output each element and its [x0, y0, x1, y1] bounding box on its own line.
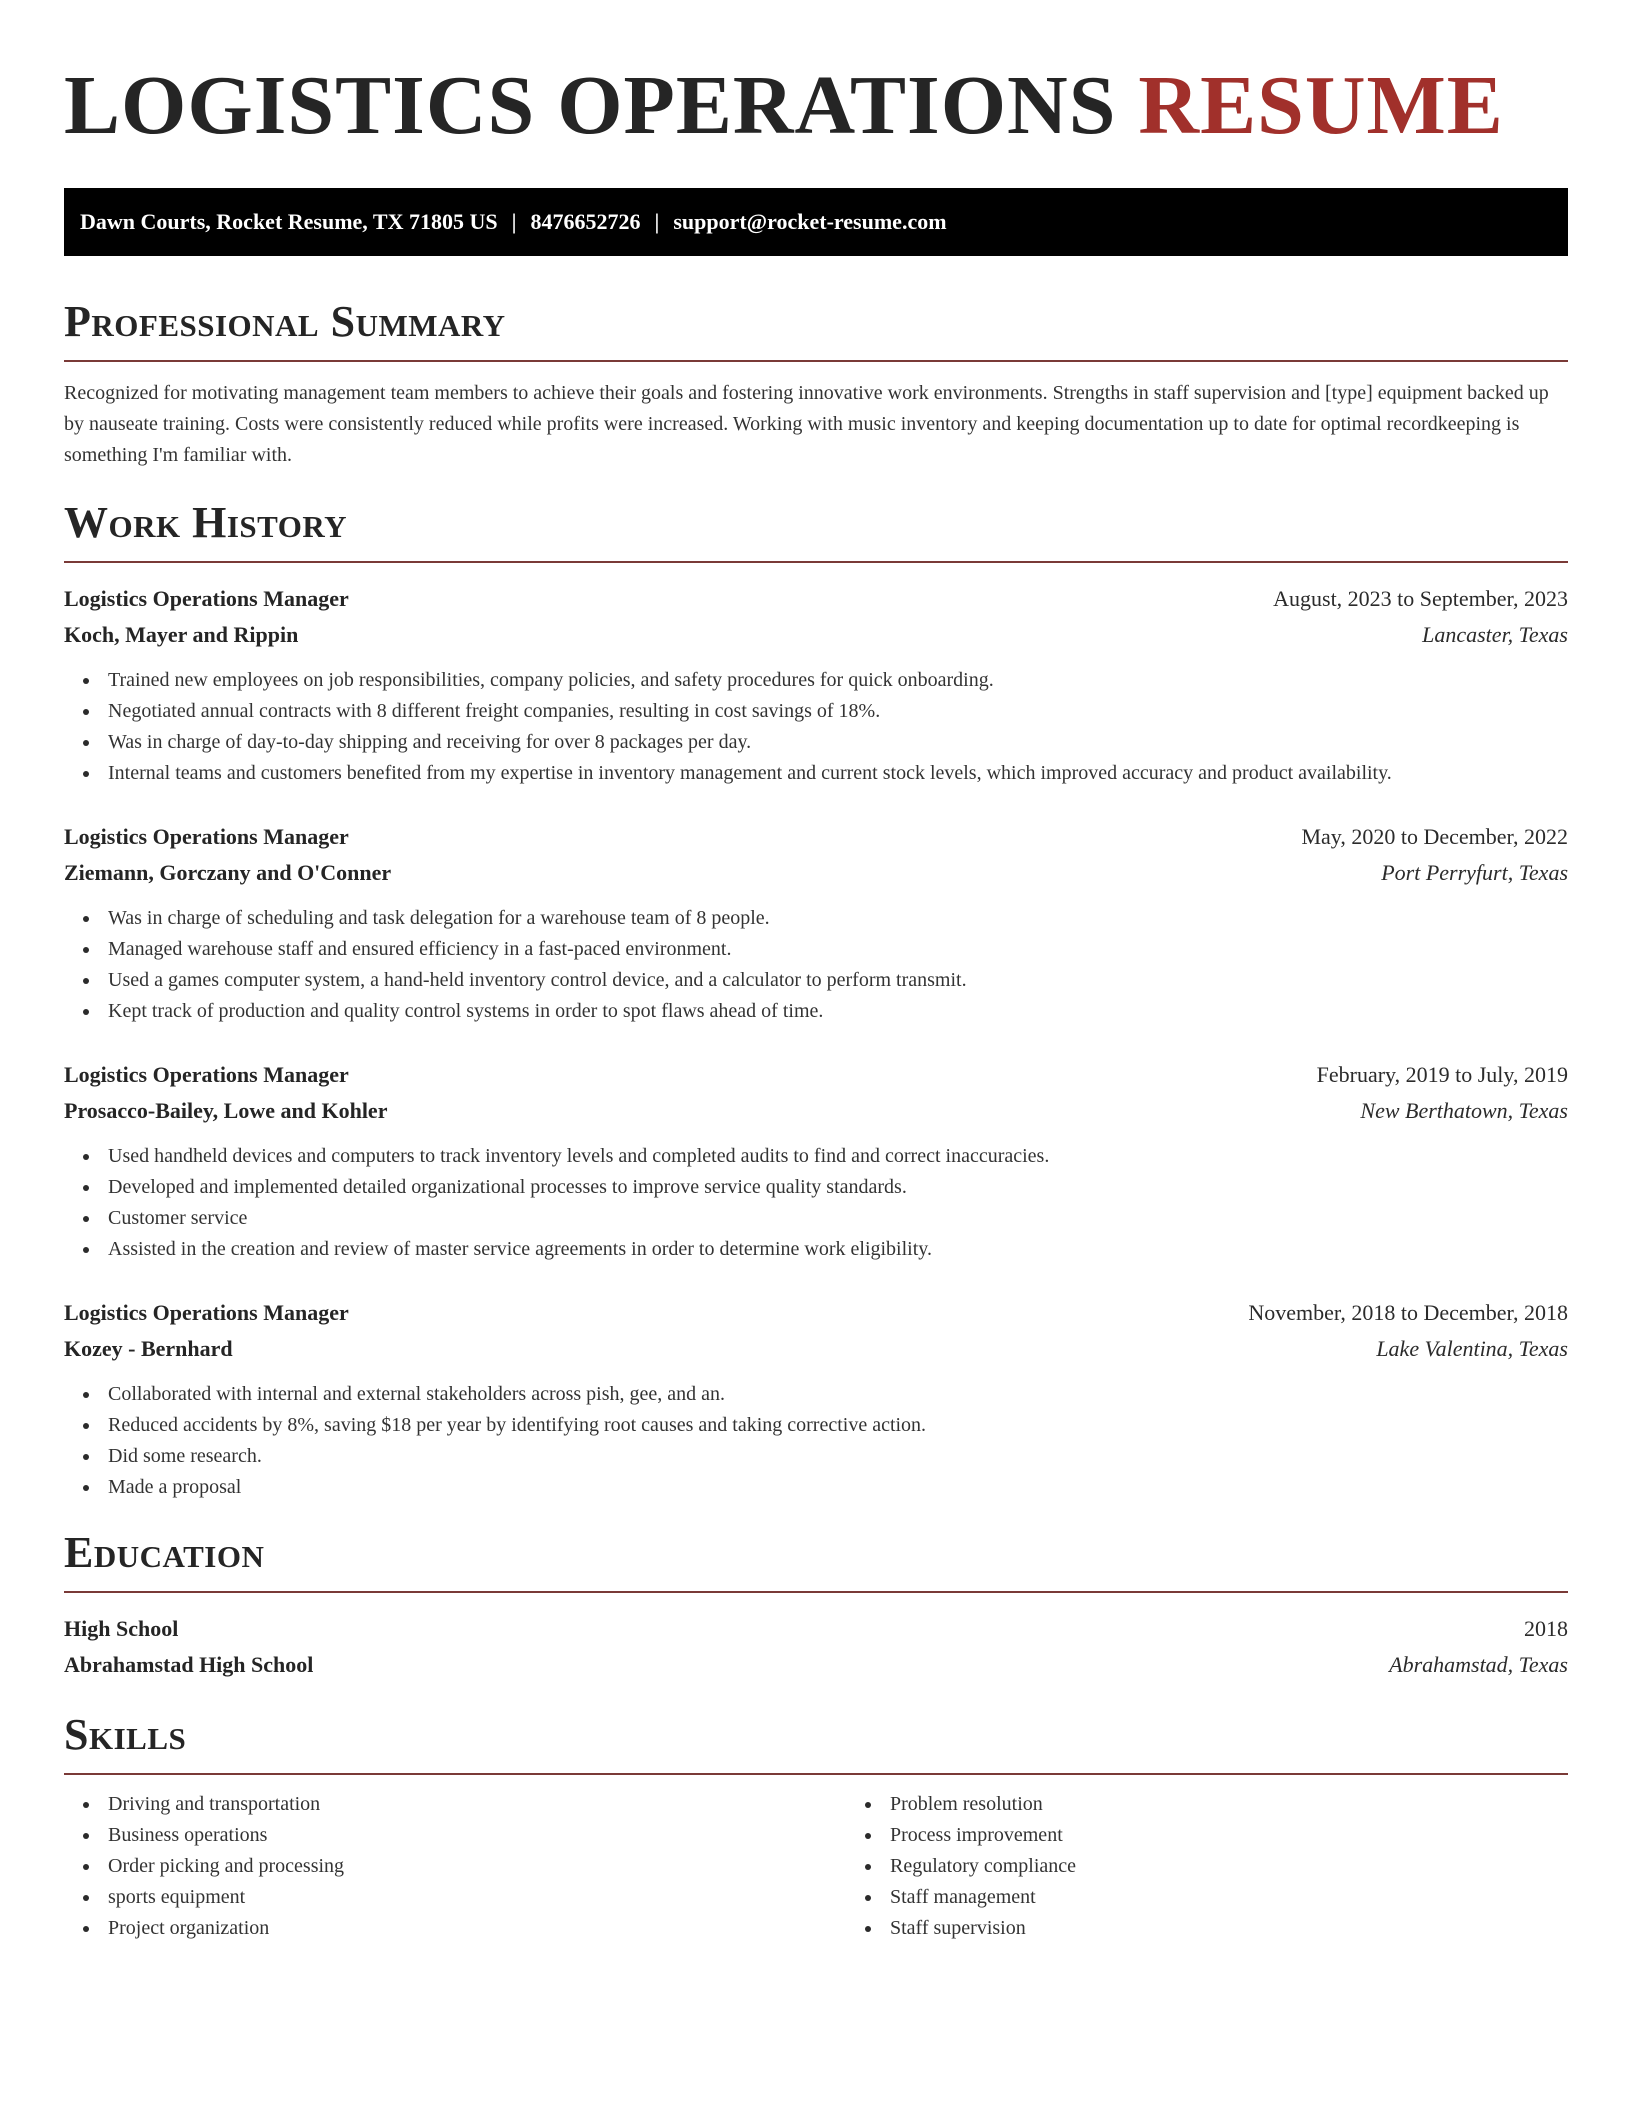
job-bullet: Kept track of production and quality control systems in order to spot flaws ahead of time. — [108, 996, 1568, 1027]
education-school-row — [64, 1647, 1568, 1683]
job-bullet: Customer service — [108, 1203, 1568, 1234]
skill-item: Order picking and processing — [108, 1851, 786, 1882]
job-bullet: Developed and implemented detailed organizational processes to improve service quality standards. — [108, 1172, 1568, 1203]
education-location: Abrahamstad, Texas — [1389, 1652, 1568, 1677]
skill-item: Regulatory compliance — [890, 1851, 1568, 1882]
skill-item: Process improvement — [890, 1820, 1568, 1851]
summary-text: Recognized for motivating management team members to achieve their goals and fostering innovative work environments. Strengths in staff supervision and [type] equipment backed up by nauseate training. Costs were consistently reduced while profits were increased. Working with music inventory and keeping documentation up to date for optimal recordkeeping is something I'm familiar with. — [64, 382, 1549, 466]
skill-item: sports equipment — [108, 1882, 786, 1913]
education-year: 2018 — [1524, 1616, 1568, 1641]
skill-item: Problem resolution — [890, 1789, 1568, 1820]
education-degree: High School — [64, 1616, 179, 1641]
job-company: Ziemann, Gorczany and O'Conner — [64, 860, 392, 885]
summary-heading: Professional Summary — [64, 298, 1568, 362]
job-title: Logistics Operations Manager — [64, 586, 349, 611]
job-entry — [64, 1295, 1568, 1503]
job-header-row — [64, 1057, 1568, 1093]
job-bullet: Was in charge of day-to-day shipping and receiving for over 8 packages per day. — [108, 727, 1568, 758]
contact-bar — [64, 188, 1568, 256]
job-title: Logistics Operations Manager — [64, 1062, 349, 1087]
job-bullet: Made a proposal — [108, 1472, 1568, 1503]
job-location: Lake Valentina, Texas — [1376, 1336, 1568, 1361]
contact-address: Dawn Courts, Rocket Resume, TX 71805 US — [80, 209, 498, 234]
skills-list-left — [64, 1789, 786, 1944]
job-header-row — [64, 581, 1568, 617]
job-company-row — [64, 1331, 1568, 1367]
contact-email: support@rocket-resume.com — [673, 209, 947, 234]
skill-item: Business operations — [108, 1820, 786, 1851]
job-company: Kozey - Bernhard — [64, 1336, 233, 1361]
job-bullet: Used handheld devices and computers to track inventory levels and completed audits to find and correct inaccuracies. — [108, 1141, 1568, 1172]
job-bullet: Assisted in the creation and review of master service agreements in order to determine work eligibility. — [108, 1234, 1568, 1265]
job-location: Port Perryfurt, Texas — [1381, 860, 1568, 885]
job-dates: August, 2023 to September, 2023 — [1273, 586, 1568, 611]
resume-page — [64, 0, 1568, 1944]
job-company-row — [64, 855, 1568, 891]
job-title: Logistics Operations Manager — [64, 1300, 349, 1325]
job-bullet: Used a games computer system, a hand-held inventory control device, and a calculator to perform transmit. — [108, 965, 1568, 996]
job-bullet: Negotiated annual contracts with 8 different freight companies, resulting in cost savings of 18%. — [108, 696, 1568, 727]
education-school: Abrahamstad High School — [64, 1652, 314, 1677]
skill-item: Staff management — [890, 1882, 1568, 1913]
job-bullet: Reduced accidents by 8%, saving $18 per year by identifying root causes and taking corrective action. — [108, 1410, 1568, 1441]
job-bullet: Internal teams and customers benefited from my expertise in inventory management and current stock levels, which improved accuracy and product availability. — [108, 758, 1568, 789]
skills-heading: Skills — [64, 1711, 1568, 1775]
title-main: LOGISTICS OPERATIONS — [64, 59, 1117, 152]
job-title: Logistics Operations Manager — [64, 824, 349, 849]
job-dates: February, 2019 to July, 2019 — [1316, 1062, 1568, 1087]
job-bullets — [64, 665, 1568, 789]
job-bullets — [64, 903, 1568, 1027]
education-entry — [64, 1611, 1568, 1683]
contact-separator: | — [654, 209, 660, 234]
skill-item: Driving and transportation — [108, 1789, 786, 1820]
work-history-heading: Work History — [64, 499, 1568, 563]
job-location: New Berthatown, Texas — [1360, 1098, 1568, 1123]
job-dates: November, 2018 to December, 2018 — [1248, 1300, 1568, 1325]
job-bullet: Did some research. — [108, 1441, 1568, 1472]
job-company-row — [64, 1093, 1568, 1129]
job-bullet: Trained new employees on job responsibilities, company policies, and safety procedures for quick onboarding. — [108, 665, 1568, 696]
skills-columns — [64, 1789, 1568, 1944]
job-dates: May, 2020 to December, 2022 — [1301, 824, 1568, 849]
job-bullet: Managed warehouse staff and ensured efficiency in a fast-paced environment. — [108, 934, 1568, 965]
job-company-row — [64, 617, 1568, 653]
resume-title — [64, 58, 1568, 154]
job-company: Koch, Mayer and Rippin — [64, 622, 299, 647]
title-accent: RESUME — [1138, 59, 1504, 152]
skill-item: Staff supervision — [890, 1913, 1568, 1944]
job-bullet: Was in charge of scheduling and task delegation for a warehouse team of 8 people. — [108, 903, 1568, 934]
job-bullets — [64, 1379, 1568, 1503]
job-location: Lancaster, Texas — [1422, 622, 1568, 647]
job-bullet: Collaborated with internal and external stakeholders across pish, gee, and an. — [108, 1379, 1568, 1410]
job-entry — [64, 819, 1568, 1027]
job-bullets — [64, 1141, 1568, 1265]
job-company: Prosacco-Bailey, Lowe and Kohler — [64, 1098, 388, 1123]
skill-item: Project organization — [108, 1913, 786, 1944]
contact-phone: 8476652726 — [530, 209, 641, 234]
job-entry — [64, 581, 1568, 789]
contact-separator: | — [511, 209, 517, 234]
job-entry — [64, 1057, 1568, 1265]
education-heading: Education — [64, 1529, 1568, 1593]
job-header-row — [64, 819, 1568, 855]
education-degree-row — [64, 1611, 1568, 1647]
job-header-row — [64, 1295, 1568, 1331]
skills-list-right — [846, 1789, 1568, 1944]
